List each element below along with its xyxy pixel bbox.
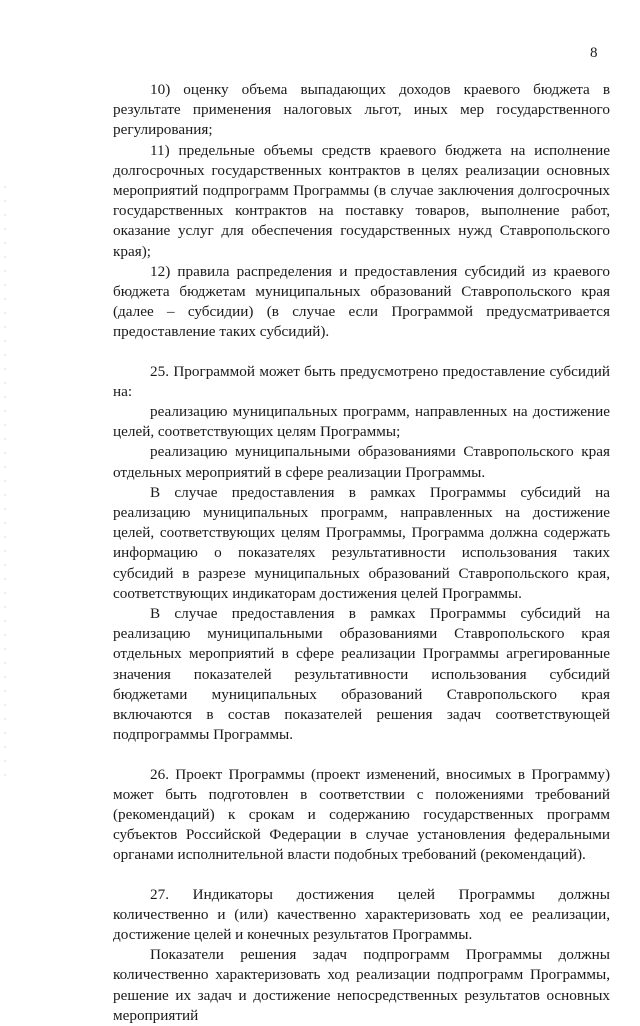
section-25-paragraph: 25. Программой может быть предусмотрено предоставление субсидий на: — [113, 362, 610, 400]
section-25-option-2: реализацию муниципальными образованиями Ставропольского края отдельных мероприятий в сфере реализации Программы. — [113, 443, 610, 481]
item-11-paragraph: 11) предельные объемы средств краевого бюджета на исполнение долгосрочных государственных контрактов в целях реализации основных мероприятий подпрограмм Программы (в случае заключения долгосрочных государственных контрактов на поставку товаров, выполнение работ, оказание услуг для обеспечения государственных нужд Ставропольского края); — [113, 141, 610, 260]
item-12-paragraph: 12) правила распределения и предоставления субсидий из краевого бюджета бюджетам муниципальных образований Ставропольского края (далее – субсидии) (в случае если Программой предусматривается предоставление таких субсидий). — [113, 262, 610, 341]
section-26-paragraph: 26. Проект Программы (проект изменений, вносимых в Программу) может быть подготовлен в соответствии с положениями требований (рекомендаций) к срокам и содержанию государственных программ субъектов Российской Федерации в случае установления федеральными органами исполнительной власти подобных требований (рекомендаций). — [113, 765, 610, 864]
item-10-paragraph: 10) оценку объема выпадающих доходов краевого бюджета в результате применения налоговых льгот, иных мер государственного регулирования; — [113, 81, 610, 139]
section-gap — [113, 343, 610, 362]
document-body — [113, 80, 610, 1026]
section-27-paragraph: 27. Индикаторы достижения целей Программы должны количественно и (или) качественно характеризовать ход ее реализации, достижение целей и конечных результатов Программы. — [113, 885, 610, 943]
section-27-paragraph-2: Показатели решения задач подпрограмм Программы должны количественно характеризовать ход реализации подпрограмм Программы, решение их задач и достижение непосредственных результатов основных мероприятий — [113, 946, 610, 1024]
page-number: 8 — [590, 45, 598, 61]
section-25-option-1: реализацию муниципальных программ, направленных на достижение целей, соответствующих целям Программы; — [113, 403, 610, 441]
section-25-paragraph-3: В случае предоставления в рамках Программы субсидий на реализацию муниципальных программ, направленных на достижение целей, соответствующих целям Программы, Программа должна содержать информацию о показателях результативности использования таких субсидий в разрезе муниципальных образований Ставропольского края, соответствующих индикаторам достижения целей Программы. — [113, 483, 610, 602]
section-gap — [113, 746, 610, 765]
scan-margin-dots — [4, 180, 6, 780]
section-25-paragraph-4: В случае предоставления в рамках Программы субсидий на реализацию муниципальными образованиями Ставропольского края отдельных мероприятий в сфере реализации Программы агрегированные значения показателей результативности использования субсидий бюджетами муниципальных образований Ставропольского края включаются в состав показателей решения задач соответствующей подпрограммы Программы. — [113, 605, 610, 744]
section-gap — [113, 866, 610, 885]
